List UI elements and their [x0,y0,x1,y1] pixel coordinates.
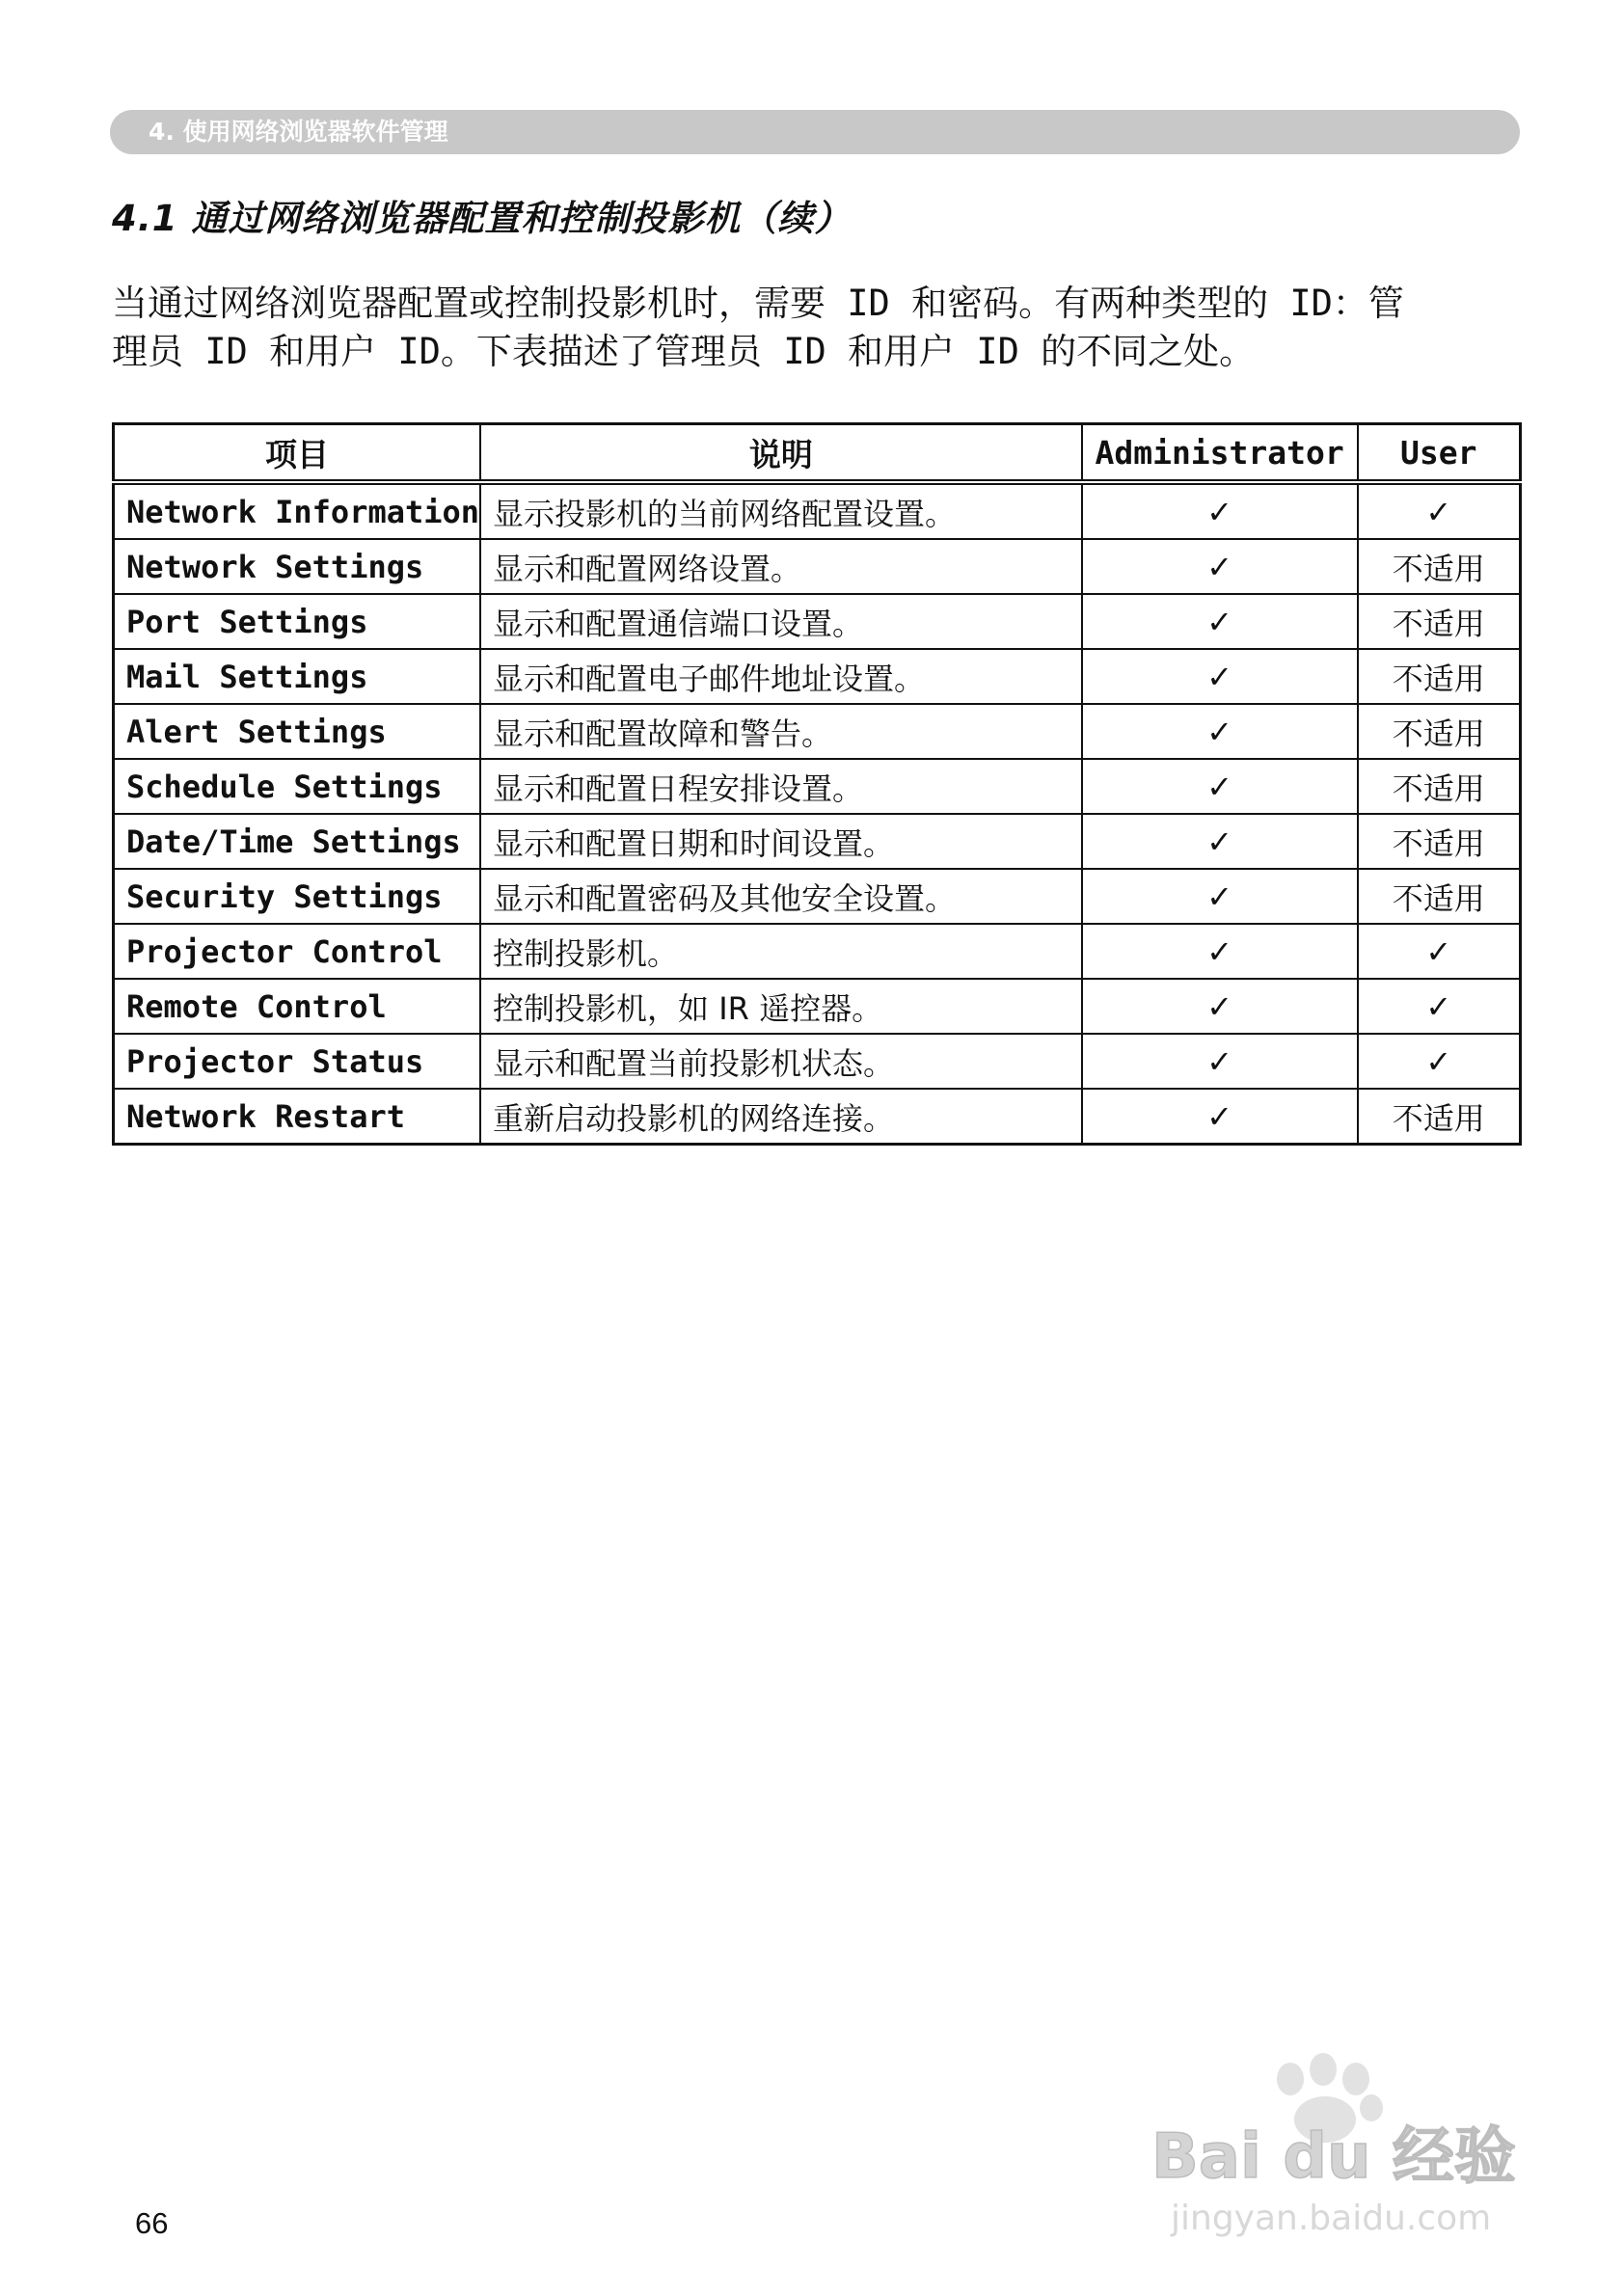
intro-line-1: 当通过网络浏览器配置或控制投影机时，需要 ID 和密码。有两种类型的 ID：管 [112,283,1404,324]
row-item-name: Security Settings [114,869,481,924]
row-administrator-access: ✓ [1082,704,1358,759]
row-description: 显示投影机的当前网络配置设置。 [480,482,1082,539]
header-item: 项目 [114,424,481,483]
table-row [114,1089,1521,1145]
row-description: 控制投影机。 [480,924,1082,979]
row-administrator-access: ✓ [1082,482,1358,539]
row-user-access: 不适用 [1358,1089,1521,1145]
row-item-name: Mail Settings [114,649,481,704]
intro-paragraph [112,280,1510,376]
table-body [114,482,1521,1145]
row-user-access: 不适用 [1358,539,1521,594]
row-item-name: Network Settings [114,539,481,594]
row-user-access: 不适用 [1358,814,1521,869]
row-description: 显示和配置密码及其他安全设置。 [480,869,1082,924]
table-row [114,979,1521,1034]
row-administrator-access: ✓ [1082,1034,1358,1089]
watermark-brand-text: Bai du 经验 [1151,2121,1516,2193]
baidu-jingyan-watermark [1148,2052,1553,2245]
header-administrator: Administrator [1082,424,1358,483]
row-item-name: Date/Time Settings [114,814,481,869]
row-item-name: Network Restart [114,1089,481,1145]
row-item-name: Projector Control [114,924,481,979]
page-heading: 4.1 通过网络浏览器配置和控制投影机（续） [112,198,852,239]
row-description: 重新启动投影机的网络连接。 [480,1089,1082,1145]
section-header-bar [110,110,1520,154]
watermark-url-text: jingyan.baidu.com [1171,2199,1492,2238]
row-administrator-access: ✓ [1082,814,1358,869]
table-row [114,1034,1521,1089]
table-row [114,482,1521,539]
section-header-label: 4. 使用网络浏览器软件管理 [149,118,448,146]
page-number: 66 [135,2206,169,2240]
row-user-access: 不适用 [1358,869,1521,924]
row-administrator-access: ✓ [1082,924,1358,979]
table-row [114,649,1521,704]
row-description: 显示和配置网络设置。 [480,539,1082,594]
header-user: User [1358,424,1521,483]
header-description: 说明 [480,424,1082,483]
row-administrator-access: ✓ [1082,594,1358,649]
row-item-name: Network Information [114,482,481,539]
row-item-name: Projector Status [114,1034,481,1089]
row-item-name: Alert Settings [114,704,481,759]
row-description: 控制投影机，如 IR 遥控器。 [480,979,1082,1034]
table-row [114,539,1521,594]
row-description: 显示和配置电子邮件地址设置。 [480,649,1082,704]
row-administrator-access: ✓ [1082,1089,1358,1145]
row-user-access: 不适用 [1358,704,1521,759]
row-description: 显示和配置日期和时间设置。 [480,814,1082,869]
table-row [114,869,1521,924]
row-administrator-access: ✓ [1082,759,1358,814]
table-row [114,924,1521,979]
permissions-table [112,422,1522,1146]
table-row [114,814,1521,869]
row-user-access: 不适用 [1358,594,1521,649]
row-user-access: ✓ [1358,482,1521,539]
row-user-access: 不适用 [1358,649,1521,704]
row-description: 显示和配置通信端口设置。 [480,594,1082,649]
table-row [114,594,1521,649]
row-user-access: ✓ [1358,979,1521,1034]
row-user-access: ✓ [1358,1034,1521,1089]
row-description: 显示和配置故障和警告。 [480,704,1082,759]
row-administrator-access: ✓ [1082,649,1358,704]
table-row [114,759,1521,814]
row-item-name: Remote Control [114,979,481,1034]
table-row [114,704,1521,759]
row-user-access: ✓ [1358,924,1521,979]
row-description: 显示和配置日程安排设置。 [480,759,1082,814]
row-administrator-access: ✓ [1082,539,1358,594]
row-item-name: Port Settings [114,594,481,649]
intro-line-2: 理员 ID 和用户 ID。下表描述了管理员 ID 和用户 ID 的不同之处。 [112,331,1256,372]
row-item-name: Schedule Settings [114,759,481,814]
row-administrator-access: ✓ [1082,979,1358,1034]
table-header-row [114,424,1521,483]
row-user-access: 不适用 [1358,759,1521,814]
row-administrator-access: ✓ [1082,869,1358,924]
row-description: 显示和配置当前投影机状态。 [480,1034,1082,1089]
